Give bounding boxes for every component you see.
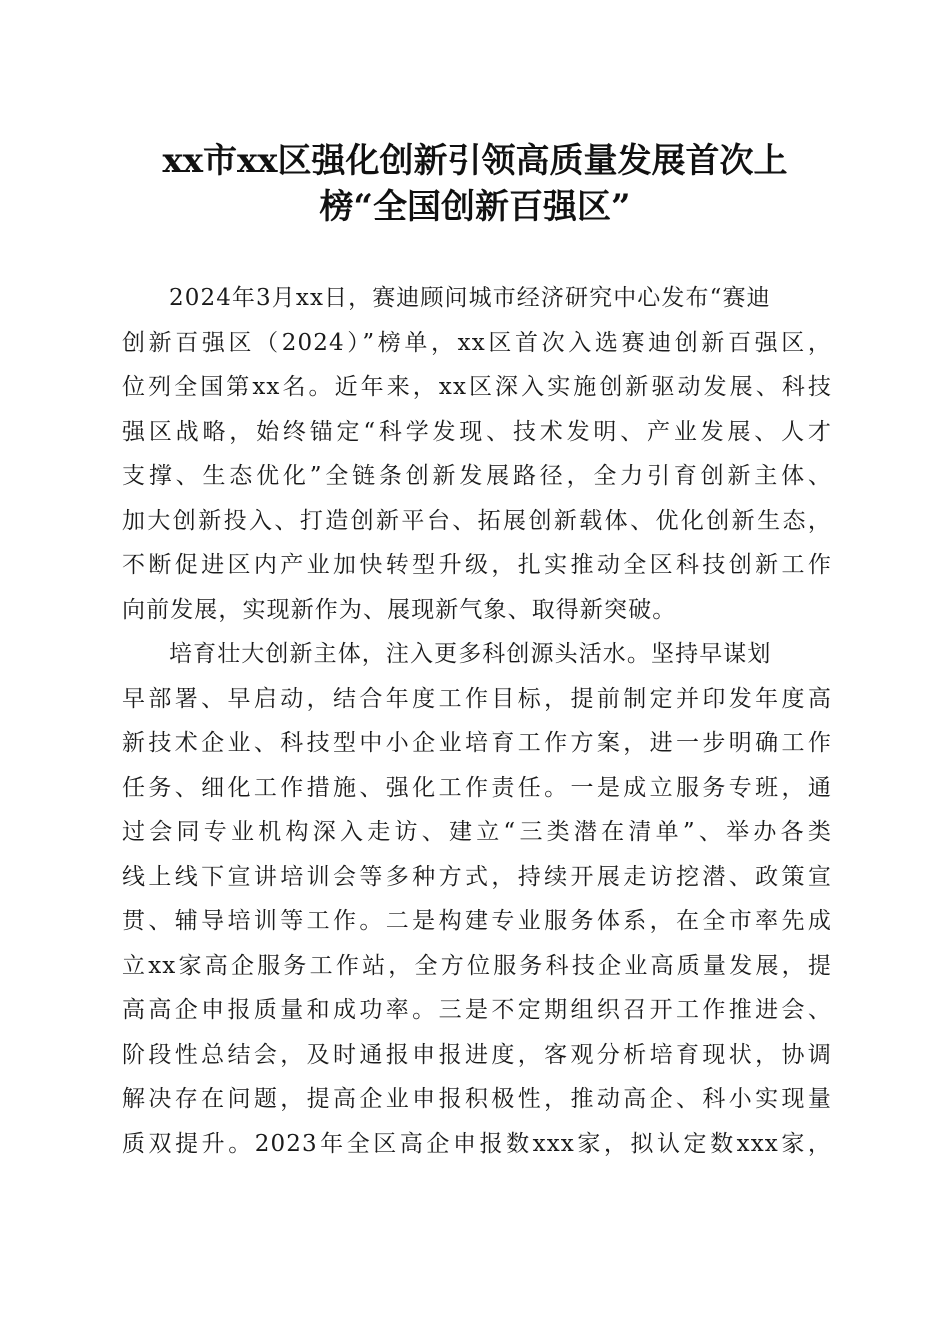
page-title [120, 138, 830, 230]
paragraph-line: 加大创新投入、打造创新平台、拓展创新载体、优化创新生态， [122, 507, 832, 534]
paragraph-1 [122, 276, 832, 632]
paragraph-line: 质双提升。2023年全区高企申报数xxx家，拟认定数xxx家， [122, 1130, 832, 1157]
paragraph-line: 创新百强区（2024）”榜单，xx区首次入选赛迪创新百强区， [122, 329, 832, 356]
paragraph-line: 位列全国第xx名。近年来，xx区深入实施创新驱动发展、科技 [122, 374, 832, 400]
document-body [122, 276, 832, 1166]
paragraph-line: 立xx家高企服务工作站，全方位服务科技企业高质量发展，提 [122, 952, 832, 979]
paragraph-line: 培育壮大创新主体，注入更多科创源头活水。坚持早谋划 [169, 641, 772, 667]
paragraph-line: 线上线下宣讲培训会等多种方式，持续开展走访挖潜、政策宣 [122, 863, 832, 890]
paragraph-line: 不断促进区内产业加快转型升级，扎实推动全区科技创新工作 [122, 552, 832, 578]
paragraph-line: 任务、细化工作措施、强化工作责任。一是成立服务专班，通 [122, 774, 832, 801]
paragraph-line: 向前发展，实现新作为、展现新气象、取得新突破。 [122, 596, 677, 623]
paragraph-line: 支撑、生态优化”全链条创新发展路径，全力引育创新主体、 [122, 463, 832, 489]
paragraph-line: 早部署、早启动，结合年度工作目标，提前制定并印发年度高 [122, 685, 832, 712]
title-line-2: 榜“全国创新百强区” [319, 187, 631, 227]
paragraph-line: 阶段性总结会，及时通报申报进度，客观分析培育现状，协调 [122, 1041, 832, 1068]
paragraph-line: 高高企申报质量和成功率。三是不定期组织召开工作推进会、 [122, 997, 832, 1023]
paragraph-line: 贯、辅导培训等工作。二是构建专业服务体系，在全市率先成 [122, 908, 832, 934]
paragraph-line: 新技术企业、科技型中小企业培育工作方案，进一步明确工作 [122, 730, 832, 756]
paragraph-2 [122, 632, 832, 1166]
title-line-1: xx市xx区强化创新引领高质量发展首次上 [162, 141, 788, 181]
paragraph-line: 过会同专业机构深入走访、建立“三类潜在清单”、举办各类 [122, 819, 832, 845]
paragraph-line: 强区战略，始终锚定“科学发现、技术发明、产业发展、人才 [122, 418, 832, 445]
paragraph-line: 2024年3月xx日，赛迪顾问城市经济研究中心发布“赛迪 [169, 285, 771, 311]
paragraph-line: 解决存在问题，提高企业申报积极性，推动高企、科小实现量 [122, 1086, 832, 1112]
